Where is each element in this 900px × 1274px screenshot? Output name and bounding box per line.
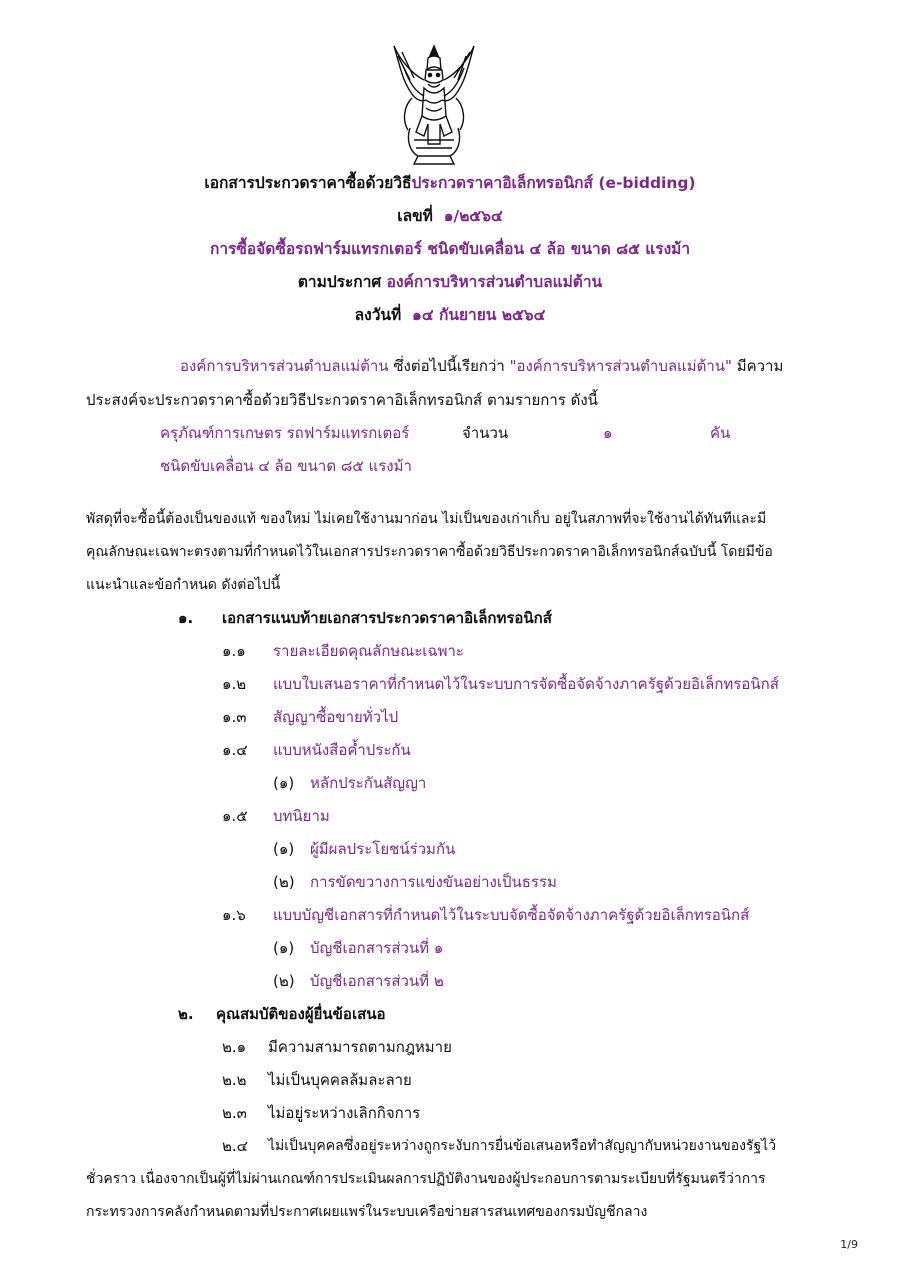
list-item: มีความสามารถตามกฎหมาย (268, 1038, 452, 1056)
list-item: บทนิยาม (273, 807, 330, 825)
intro-quoted: "องค์การบริหารส่วนตำบลแม่ต้าน" (509, 357, 732, 375)
intro-line-2: ประสงค์จะประกวดราคาซื้อด้วยวิธีประกวดราคาอิเล็กทรอนิกส์ ตามรายการ ดังนี้ (86, 391, 598, 409)
item-name: ครุภัณฑ์การเกษตร รถฟาร์มแทรกเตอร์ (160, 424, 410, 442)
sub-item-num: (๑) (273, 840, 295, 858)
continuation-line-2: กระทรวงการคลังกำหนดตามที่ประกาศเผยแพร่ในระบบเครือข่ายสารสนเทศของกรมบัญชีกลาง (86, 1204, 648, 1220)
sub-item: บัญชีเอกสารส่วนที่ ๑ (310, 939, 444, 957)
list-item-num: ๑.๕ (222, 807, 248, 825)
list-item-num: ๑.๑ (222, 642, 246, 660)
page-number: 1/9 (840, 1238, 858, 1251)
item-detail: ชนิดขับเคลื่อน ๔ ล้อ ขนาด ๘๕ แรงม้า (160, 457, 412, 475)
section-1-title: เอกสารแนบท้ายเอกสารประกวดราคาอิเล็กทรอนิกส์ (222, 609, 552, 627)
title-method: ประกวดราคาอิเล็กทรอนิกส์ (e-bidding) (411, 174, 696, 192)
announcement-line (0, 271, 900, 293)
item-unit: คัน (710, 424, 731, 442)
intro-mid: ซึ่งต่อไปนี้เรียกว่า (388, 357, 510, 375)
sub-item-num: (๒) (273, 972, 295, 990)
number-label: เลขที่ (397, 207, 433, 225)
number-value: ๑/๒๕๖๔ (443, 207, 503, 225)
sub-item: หลักประกันสัญญา (310, 774, 427, 792)
paragraph-line-1: พัสดุที่จะซื้อนี้ต้องเป็นของแท้ ของใหม่ ไม่เคยใช้งานมาก่อน ไม่เป็นของเก่าเก็บ อยู่ในสภาพที่จะใช้งานได้ทันทีและมี (86, 511, 767, 527)
list-item-num: ๒.๑ (222, 1038, 247, 1056)
sub-item: การขัดขวางการแข่งขันอย่างเป็นธรรม (310, 873, 557, 891)
sub-item-num: (๑) (273, 939, 295, 957)
item-qty: ๑ (603, 424, 613, 442)
list-item-num: ๒.๓ (222, 1104, 247, 1122)
announce-org: องค์การบริหารส่วนตำบลแม่ต้าน (386, 273, 603, 291)
list-item: แบบหนังสือค้ำประกัน (273, 741, 411, 759)
sub-item: บัญชีเอกสารส่วนที่ ๒ (310, 972, 444, 990)
document-title (0, 172, 900, 194)
document-subject: การซื้อจัดซื้อรถฟาร์มแทรกเตอร์ ชนิดขับเคลื่อน ๔ ล้อ ขนาด ๘๕ แรงม้า (209, 240, 691, 258)
garuda-emblem-icon (388, 40, 480, 170)
list-item-num: ๑.๒ (222, 675, 247, 693)
continuation-line-1: ชั่วคราว เนื่องจากเป็นผู้ที่ไม่ผ่านเกณฑ์การประเมินผลการปฏิบัติงานของผู้ประกอบการตามระเบียบที่รัฐมนตรีว่าการ (86, 1171, 766, 1187)
list-item: แบบบัญชีเอกสารที่กำหนดไว้ในระบบจัดซื้อจัดจ้างภาครัฐด้วยอิเล็กทรอนิกส์ (273, 906, 750, 924)
date-value: ๑๔ กันยายน ๒๕๖๔ (412, 306, 546, 324)
section-2-title: คุณสมบัติของผู้ยื่นข้อเสนอ (216, 1005, 386, 1023)
title-prefix: เอกสารประกวดราคาซื้อด้วยวิธี (204, 174, 412, 192)
intro-end: มีความ (731, 357, 784, 375)
document-number (0, 205, 900, 227)
list-item: ไม่เป็นบุคคลซึ่งอยู่ระหว่างถูกระงับการยื่นข้อเสนอหรือทำสัญญากับหน่วยงานของรัฐไว้ (268, 1138, 777, 1154)
list-item: แบบใบเสนอราคาที่กำหนดไว้ในระบบการจัดซื้อจัดจ้างภาครัฐด้วยอิเล็กทรอนิกส์ (273, 675, 779, 693)
sub-item-num: (๒) (273, 873, 295, 891)
intro-org: องค์การบริหารส่วนตำบลแม่ต้าน (180, 357, 389, 375)
list-item: สัญญาซื้อขายทั่วไป (273, 708, 399, 726)
list-item-num: ๑.๔ (222, 741, 248, 759)
list-item-num: ๑.๖ (222, 906, 246, 924)
announce-label: ตามประกาศ (297, 273, 382, 291)
intro-line-1 (180, 355, 783, 377)
paragraph-line-2: คุณลักษณะเฉพาะตรงตามที่กำหนดไว้ในเอกสารประกวดราคาซื้อด้วยวิธีประกวดราคาอิเล็กทรอนิกส์ฉบับนี้ โดยมีข้อ (86, 544, 773, 560)
date-line (0, 304, 900, 326)
list-item: รายละเอียดคุณลักษณะเฉพาะ (273, 642, 464, 660)
list-item: ไม่อยู่ระหว่างเลิกกิจการ (268, 1104, 421, 1122)
section-2-number: ๒. (178, 1005, 194, 1023)
list-item-num: ๑.๓ (222, 708, 247, 726)
paragraph-line-3: แนะนำและข้อกำหนด ดังต่อไปนี้ (86, 577, 281, 593)
date-label: ลงวันที่ (354, 306, 402, 324)
sub-item-num: (๑) (273, 774, 295, 792)
list-item-num: ๒.๔ (222, 1137, 249, 1155)
sub-item: ผู้มีผลประโยชน์ร่วมกัน (310, 840, 456, 858)
list-item-num: ๒.๒ (222, 1071, 247, 1089)
item-qty-label: จำนวน (462, 424, 509, 442)
section-1-number: ๑. (178, 609, 194, 627)
list-item: ไม่เป็นบุคคลล้มละลาย (268, 1071, 412, 1089)
